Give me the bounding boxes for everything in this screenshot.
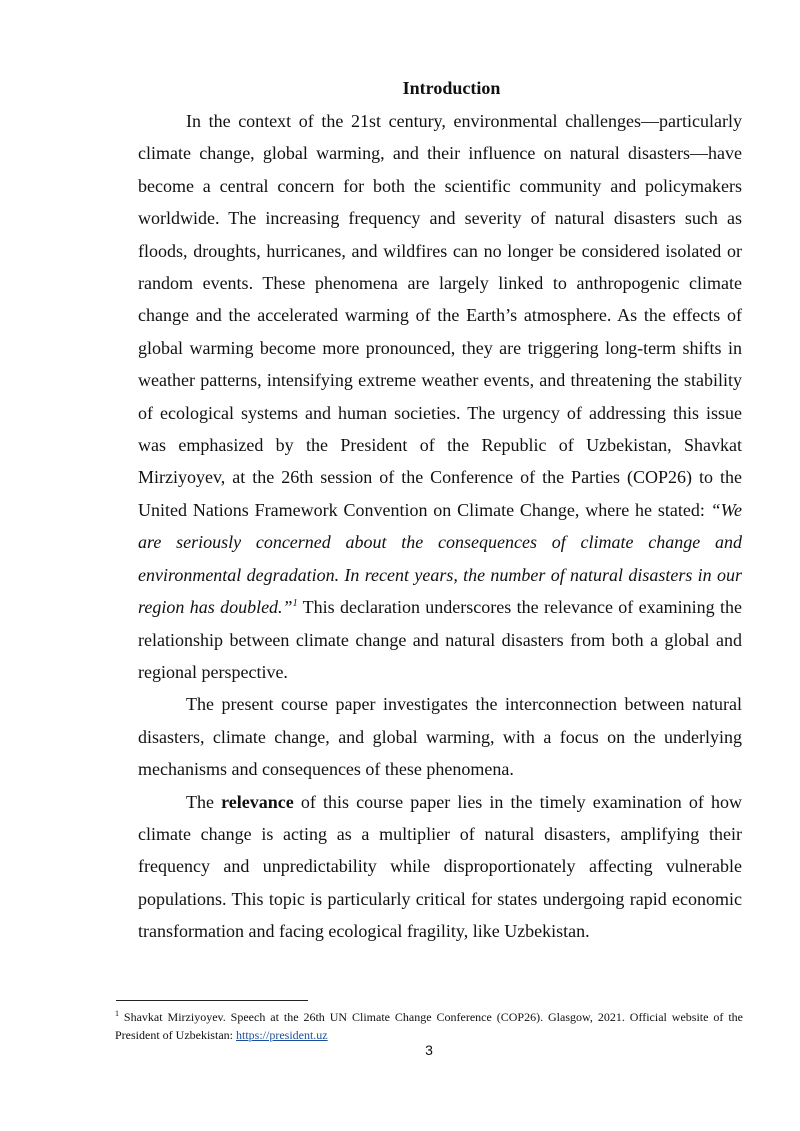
section-heading: Introduction [402,78,501,98]
footnote-mark: 1 [115,1009,119,1018]
footnote-text: Shavkat Mirziyoyev. Speech at the 26th UN Climate Change Conference (COP26). Glasgow, 2021. Official website of the President of Uzbekistan: [115,1010,743,1042]
footnote [115,1008,743,1044]
footnote-link[interactable]: https://president.uz [235,1028,328,1042]
paragraph-context [138,105,742,688]
paragraph-context-text-end: This declaration underscores the relevance of examining the relationship between climate change and natural disasters from both a global and regional perspective. [138,597,742,682]
page-number: 3 [425,1042,433,1058]
paragraph-relevance-lead: The [186,791,222,812]
paragraph-scope: The present course paper investigates the interconnection between natural disasters, climate change, and global warming, with a focus on the underlying mechanisms and consequences of these phenomena. [138,694,742,780]
president-quote: “We are seriously concerned about the consequences of climate change and environmental degradation. In recent years, the number of natural disasters in our region has doubled.” [138,499,742,618]
footnote-reference[interactable]: 1 [292,598,298,610]
footnote-separator [116,1000,308,1001]
body-text [138,105,742,948]
paragraph-relevance-text: of this course paper lies in the timely examination of how climate change is acting as a multiplier of natural disasters, amplifying their frequency and unpredictability while disproportionately affecting vulnerable populations. This topic is particularly critical for states undergoing rapid economic transformation and facing ecological fragility, like Uzbekistan. [138,791,742,942]
paragraph-context-text: In the context of the 21st century, environmental challenges—particularly climate change, global warming, and their influence on natural disasters—have become a central concern for both the scientific community and policymakers worldwide. The increasing frequency and severity of natural disasters such as floods, droughts, hurricanes, and wildfires can no longer be considered isolated or random events. These phenomena are largely linked to anthropogenic climate change and the accelerated warming of the Earth’s atmosphere. As the effects of global warming become more pronounced, they are triggering long-term shifts in weather patterns, intensifying extreme weather events, and threatening the stability of ecological systems and human societies. The urgency of addressing this issue was emphasized by the President of the Republic of Uzbekistan, Shavkat Mirziyoyev, at the 26th session of the Conference of the Parties (COP26) to the United Nations Framework Convention on Climate Change, where he stated: [138,111,742,520]
paragraph-relevance [138,786,742,948]
relevance-keyword: relevance [221,791,294,812]
